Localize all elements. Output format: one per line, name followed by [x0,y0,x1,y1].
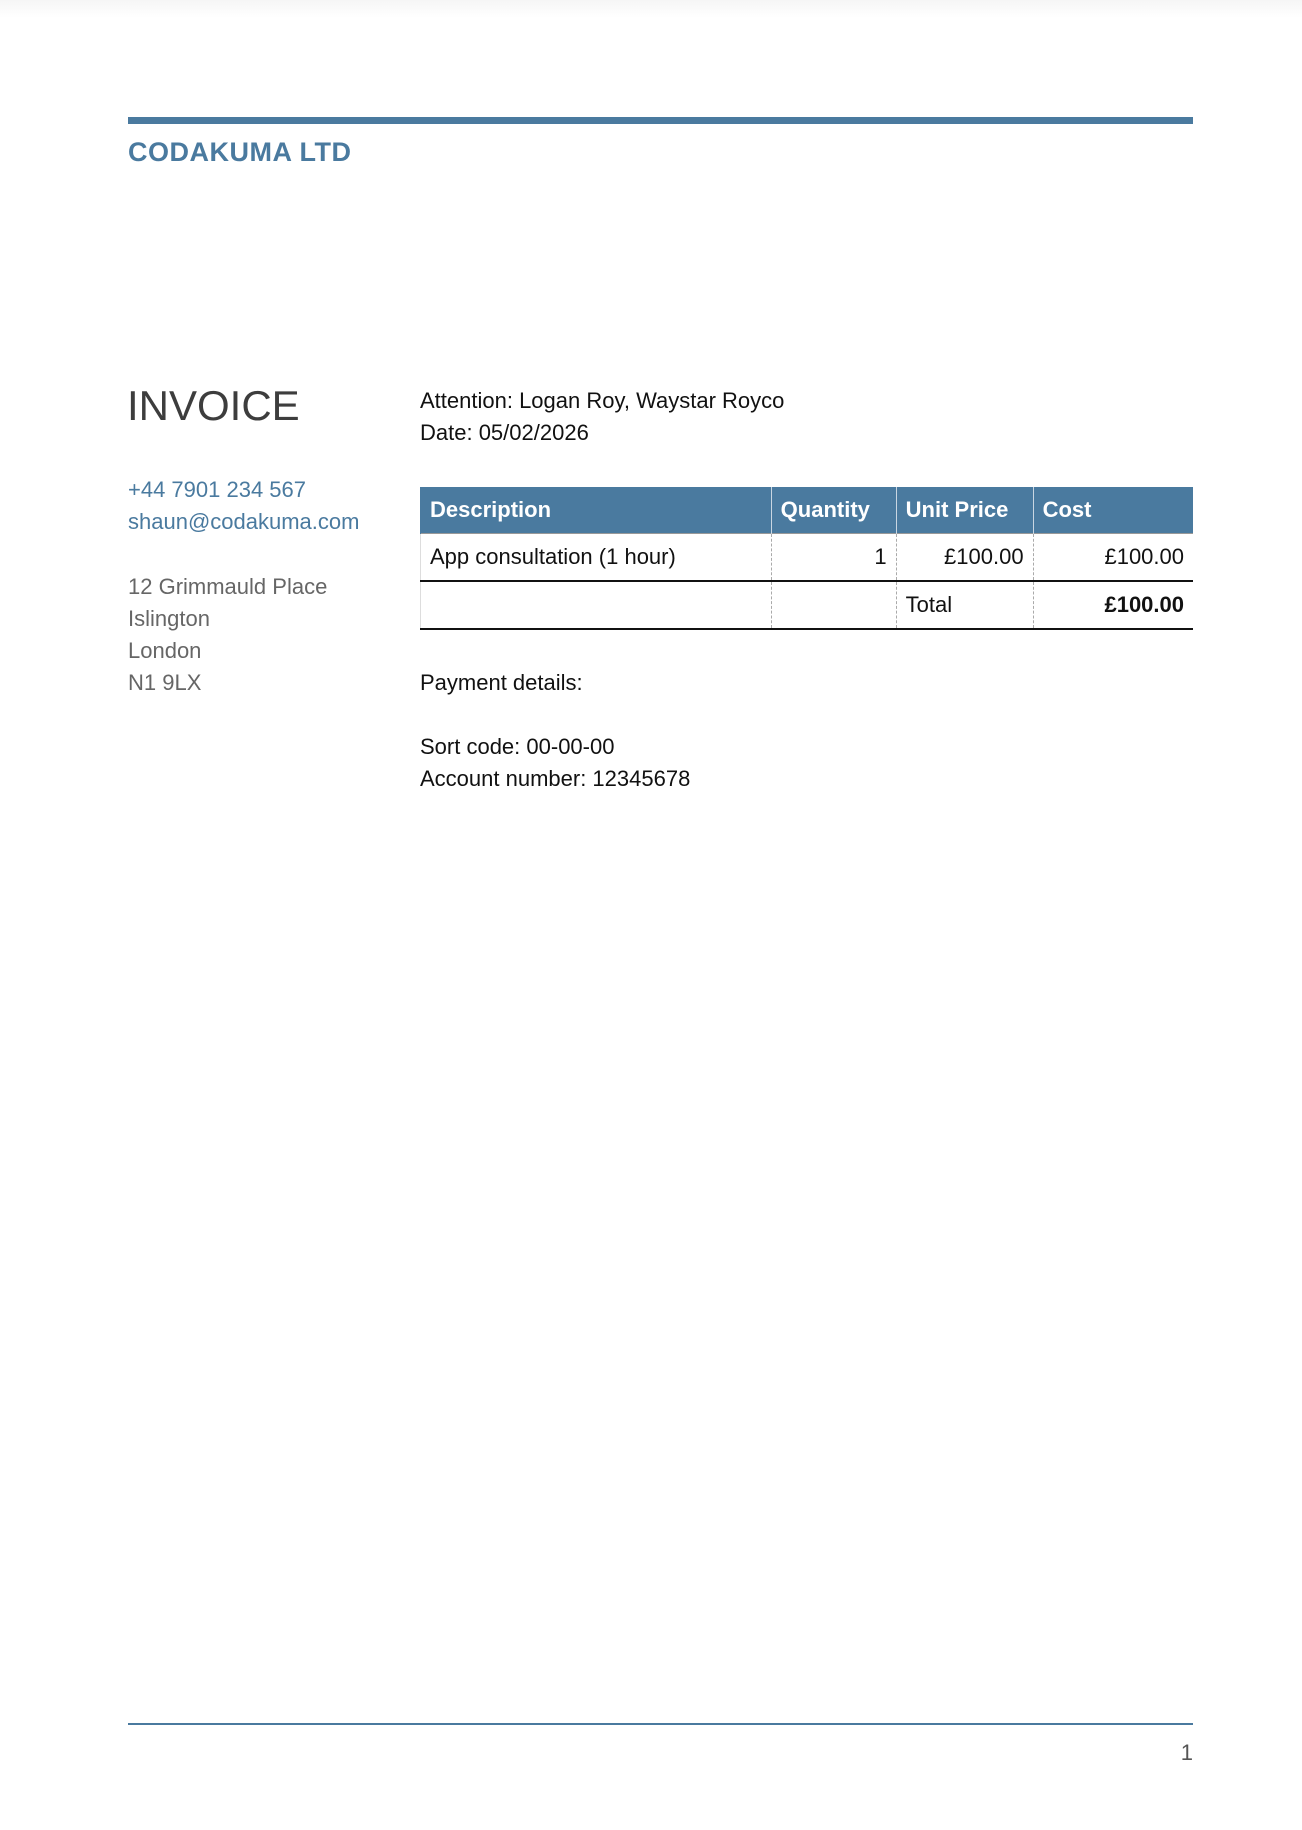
page-top-shadow [0,0,1302,18]
column-header-description: Description [421,487,772,534]
address-line: Islington [128,606,210,631]
address-line: London [128,638,202,663]
footer-rule [128,1723,1193,1725]
cell-description: App consultation (1 hour) [421,534,772,582]
line-items-table [420,487,1193,630]
invoice-title: INVOICE [127,382,300,429]
total-value: £100.00 [1033,581,1193,629]
column-header-unit-price: Unit Price [896,487,1033,534]
date-line: Date: 05/02/2026 [420,420,589,445]
attention-line: Attention: Logan Roy, Waystar Royco [420,388,785,413]
cell-empty [771,581,896,629]
cell-cost: £100.00 [1033,534,1193,582]
account-number: Account number: 12345678 [420,766,691,791]
email-link[interactable]: shaun@codakuma.com [128,509,360,534]
header-accent-bar [128,117,1193,124]
address-block [128,571,327,699]
sort-code: Sort code: 00-00-00 [420,734,615,759]
address-line: 12 Grimmauld Place [128,574,328,599]
address-line: N1 9LX [128,670,202,695]
table-header-row [421,487,1194,534]
company-name: CODAKUMA LTD [128,137,352,167]
payment-details [420,667,690,795]
cell-quantity: 1 [771,534,896,582]
spacer [420,699,690,731]
invoice-meta [420,385,784,449]
cell-empty [421,581,772,629]
total-label: Total [896,581,1033,629]
phone-link[interactable]: +44 7901 234 567 [128,477,307,502]
cell-unit-price: £100.00 [896,534,1033,582]
page-number: 1 [1180,1740,1193,1765]
column-header-cost: Cost [1033,487,1193,534]
column-header-quantity: Quantity [771,487,896,534]
contact-block [128,474,359,538]
payment-heading: Payment details: [420,670,583,695]
total-row [421,581,1194,629]
table-row [421,534,1194,582]
